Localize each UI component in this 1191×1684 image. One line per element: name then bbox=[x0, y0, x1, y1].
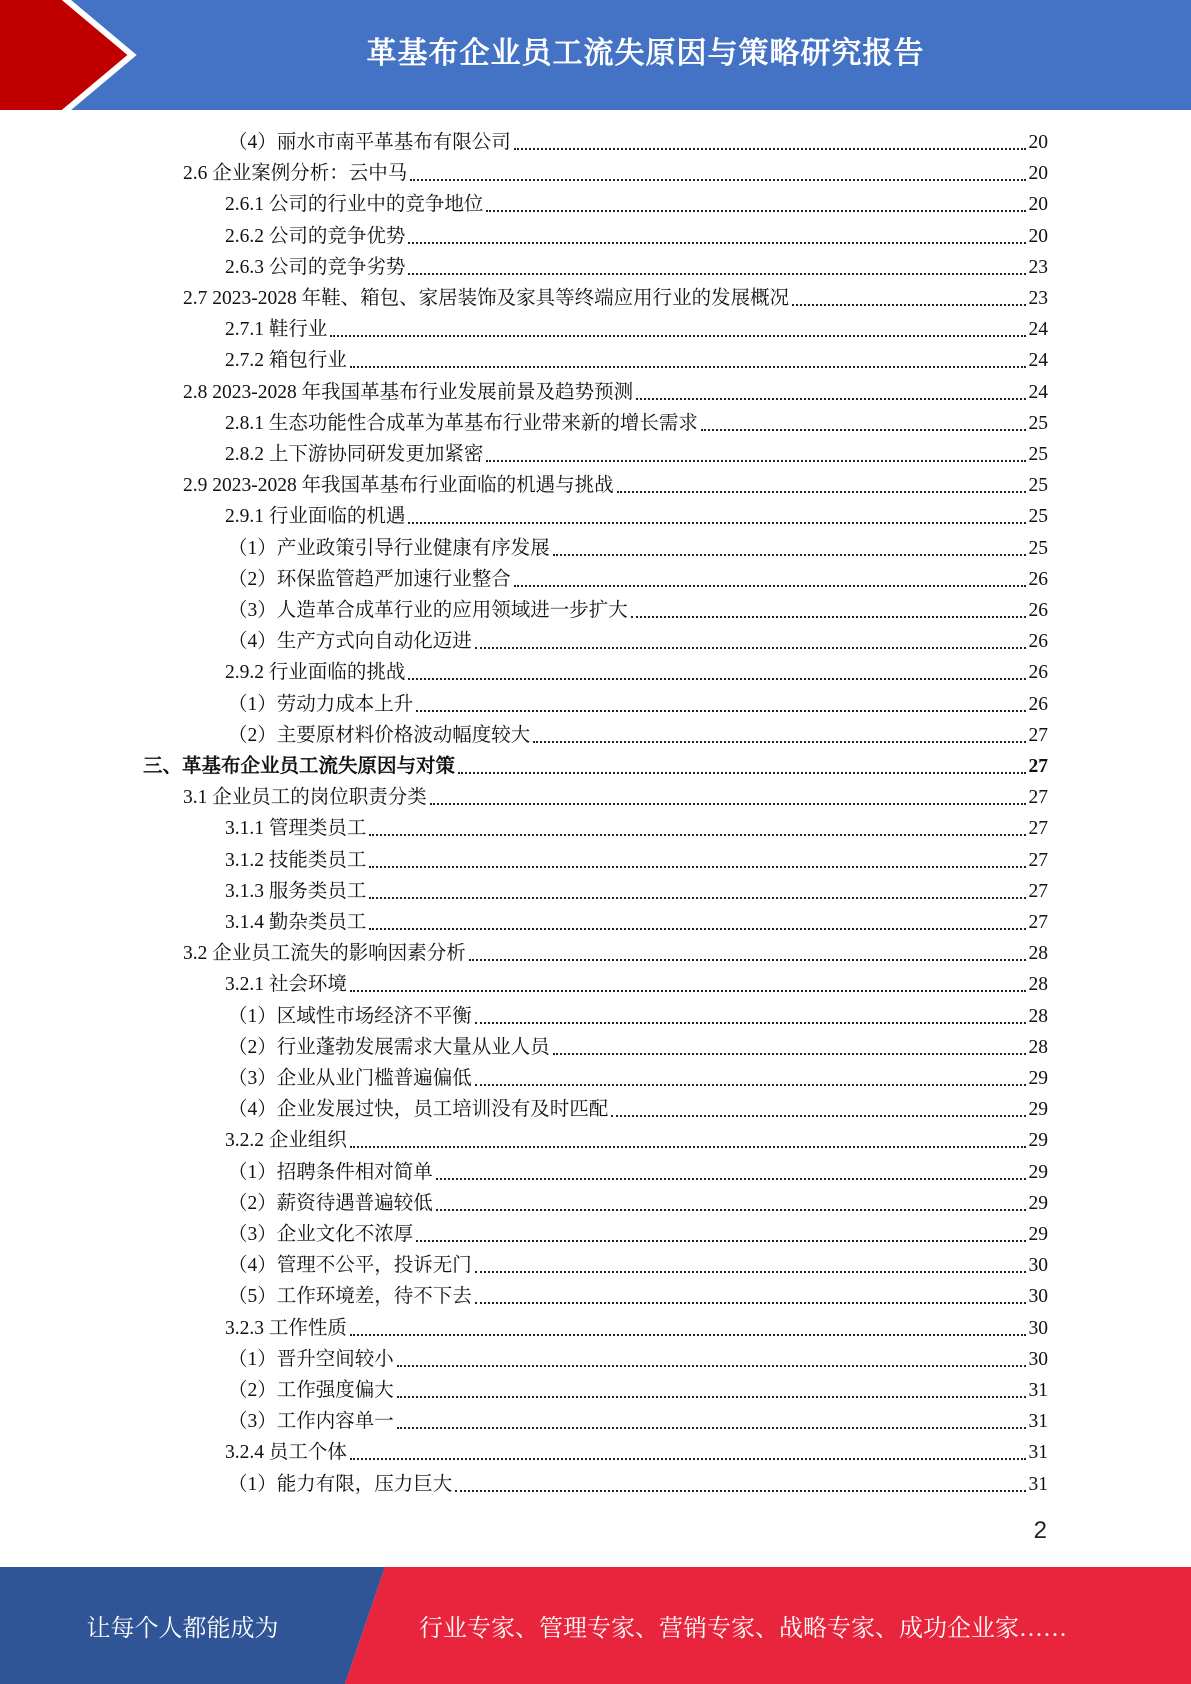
toc-leader-dots bbox=[475, 1084, 1026, 1086]
toc-leader-dots bbox=[475, 1302, 1026, 1304]
toc-entry-title: （3）企业从业门槛普遍偏低 bbox=[228, 1068, 472, 1089]
toc-entry-page: 29 bbox=[1028, 1130, 1048, 1152]
toc-entry-title: （2）主要原材料价格波动幅度较大 bbox=[228, 724, 531, 746]
toc-entry[interactable] bbox=[225, 969, 1048, 1000]
toc-entry-page: 25 bbox=[1028, 444, 1048, 465]
toc-entry-title: 3.2.1 社会环境 bbox=[225, 974, 347, 996]
toc-entry[interactable] bbox=[225, 813, 1048, 844]
toc-entry-page: 31 bbox=[1028, 1442, 1048, 1464]
toc-entry-title: （5）工作环境差，待不下去 bbox=[228, 1286, 472, 1308]
toc-entry[interactable] bbox=[228, 1094, 1048, 1125]
toc-entry-title: （4）丽水市南平革基布有限公司 bbox=[228, 132, 511, 153]
toc-entry-page: 28 bbox=[1028, 943, 1048, 965]
page-number: 2 bbox=[1033, 1517, 1047, 1544]
toc-leader-dots bbox=[408, 522, 1025, 524]
toc-entry[interactable] bbox=[225, 345, 1048, 376]
toc-entry[interactable] bbox=[183, 470, 1048, 501]
toc-leader-dots bbox=[631, 616, 1026, 618]
toc-leader-dots bbox=[458, 772, 1025, 774]
toc-entry-page: 30 bbox=[1028, 1317, 1048, 1339]
toc-entry-title: 2.7.2 箱包行业 bbox=[225, 350, 347, 372]
toc-entry-title: 2.7.1 鞋行业 bbox=[225, 319, 328, 341]
toc-entry[interactable] bbox=[183, 158, 1048, 189]
toc-entry[interactable] bbox=[143, 751, 1048, 782]
toc-entry-title: （3）工作内容单一 bbox=[228, 1411, 394, 1433]
toc-entry-title: 3.1.2 技能类员工 bbox=[225, 849, 367, 871]
toc-leader-dots bbox=[350, 1458, 1026, 1460]
toc-entry-title: 2.8.2 上下游协同研发更加紧密 bbox=[225, 444, 484, 465]
toc-entry[interactable] bbox=[228, 1250, 1048, 1281]
toc-entry-title: （1）产业政策引导行业健康有序发展 bbox=[228, 537, 550, 559]
toc-entry-title: 2.8 2023-2028 年我国革基布行业发展前景及趋势预测 bbox=[183, 381, 634, 403]
toc-entry[interactable] bbox=[225, 657, 1048, 688]
toc-leader-dots bbox=[636, 398, 1025, 400]
toc-entry[interactable] bbox=[183, 283, 1048, 314]
toc-leader-dots bbox=[369, 866, 1025, 868]
toc-leader-dots bbox=[350, 1334, 1026, 1336]
toc-entry-title: （2）行业蓬勃发展需求大量从业人员 bbox=[228, 1036, 550, 1058]
toc-entry[interactable] bbox=[225, 876, 1048, 907]
toc-entry-page: 28 bbox=[1028, 1036, 1048, 1058]
toc-leader-dots bbox=[436, 1209, 1026, 1211]
toc-entry[interactable] bbox=[228, 1281, 1048, 1312]
toc-entry-title: （1）区域性市场经济不平衡 bbox=[228, 1005, 472, 1027]
toc-entry[interactable] bbox=[228, 595, 1048, 626]
toc-entry-title: （4）生产方式向自动化迈进 bbox=[228, 631, 472, 653]
toc-entry-title: 3.2 企业员工流失的影响因素分析 bbox=[183, 943, 466, 965]
toc-leader-dots bbox=[369, 834, 1025, 836]
toc-entry-title: 3.1.4 勤杂类员工 bbox=[225, 912, 367, 933]
toc-leader-dots bbox=[553, 554, 1026, 556]
toc-leader-dots bbox=[455, 1490, 1025, 1492]
toc-entry-title: 3.2.2 企业组织 bbox=[225, 1130, 347, 1152]
toc-entry-title: 3.2.3 工作性质 bbox=[225, 1317, 347, 1339]
toc-leader-dots bbox=[475, 1022, 1026, 1024]
toc-entry[interactable] bbox=[228, 564, 1048, 595]
toc-entry[interactable] bbox=[183, 938, 1048, 969]
toc-entry-page: 20 bbox=[1028, 163, 1048, 185]
toc-leader-dots bbox=[416, 710, 1025, 712]
toc-entry-page: 20 bbox=[1028, 194, 1048, 216]
toc-entry[interactable] bbox=[225, 501, 1048, 532]
toc-entry-title: （3）企业文化不浓厚 bbox=[228, 1224, 414, 1245]
toc-leader-dots bbox=[408, 678, 1025, 680]
toc-entry[interactable] bbox=[183, 782, 1048, 813]
toc-entry-title: 3.1.3 服务类员工 bbox=[225, 880, 367, 902]
toc-entry-page: 29 bbox=[1028, 1099, 1048, 1121]
toc-entry[interactable] bbox=[225, 1437, 1048, 1468]
toc-entry-title: （2）薪资待遇普遍较低 bbox=[228, 1192, 433, 1214]
toc-entry-page: 25 bbox=[1028, 506, 1048, 528]
toc-entry-page: 20 bbox=[1028, 225, 1048, 247]
toc-entry-page: 30 bbox=[1028, 1255, 1048, 1277]
toc-leader-dots bbox=[330, 335, 1025, 337]
toc-leader-dots bbox=[486, 460, 1025, 462]
toc-entry-title: 3.1 企业员工的岗位职责分类 bbox=[183, 787, 427, 809]
toc-entry-page: 23 bbox=[1028, 256, 1048, 278]
toc-entry-title: 三、革基布企业员工流失原因与对策 bbox=[143, 756, 456, 777]
toc-entry-title: （2）工作强度偏大 bbox=[228, 1380, 394, 1401]
toc-entry-title: （2）环保监管趋严加速行业整合 bbox=[228, 568, 511, 590]
toc-entry-page: 27 bbox=[1028, 880, 1048, 902]
toc-entry[interactable] bbox=[228, 1406, 1048, 1437]
toc-entry-page: 31 bbox=[1028, 1380, 1048, 1401]
toc-entry[interactable] bbox=[225, 907, 1048, 938]
toc-entry-page: 29 bbox=[1028, 1068, 1048, 1089]
toc-entry[interactable] bbox=[228, 1188, 1048, 1219]
toc-entry[interactable] bbox=[225, 1313, 1048, 1344]
toc-entry[interactable] bbox=[228, 533, 1048, 564]
toc-entry[interactable] bbox=[228, 1469, 1048, 1500]
toc-leader-dots bbox=[397, 1396, 1026, 1398]
toc-entry-page: 25 bbox=[1028, 537, 1048, 559]
toc-entry[interactable] bbox=[228, 1032, 1048, 1063]
toc-leader-dots bbox=[397, 1365, 1026, 1367]
toc-leader-dots bbox=[369, 897, 1025, 899]
report-title: 革基布企业员工流失原因与策略研究报告 bbox=[366, 36, 925, 71]
toc-leader-dots bbox=[350, 990, 1026, 992]
toc-entry-page: 27 bbox=[1028, 724, 1048, 746]
toc-entry[interactable] bbox=[228, 689, 1048, 720]
toc-entry-title: （1）能力有限，压力巨大 bbox=[228, 1473, 453, 1495]
toc-leader-dots bbox=[514, 585, 1026, 587]
toc-leader-dots bbox=[416, 1240, 1025, 1242]
toc-entry[interactable] bbox=[228, 1063, 1048, 1094]
toc-leader-dots bbox=[611, 1115, 1025, 1117]
toc-entry-page: 27 bbox=[1028, 849, 1048, 871]
toc-leader-dots bbox=[514, 148, 1026, 150]
toc-entry[interactable] bbox=[225, 1125, 1048, 1156]
toc-entry-page: 30 bbox=[1028, 1286, 1048, 1308]
toc-entry[interactable] bbox=[228, 1344, 1048, 1375]
toc-entry[interactable] bbox=[228, 720, 1048, 751]
footer-slogan-right: 行业专家、管理专家、营销专家、战略专家、成功企业家…… bbox=[419, 1616, 1067, 1642]
toc-entry-title: （3）人造革合成革行业的应用领域进一步扩大 bbox=[228, 600, 628, 621]
toc-leader-dots bbox=[617, 491, 1026, 493]
toc-entry-title: 2.6.3 公司的竞争劣势 bbox=[225, 256, 406, 278]
toc-entry-page: 28 bbox=[1028, 1005, 1048, 1027]
toc-leader-dots bbox=[430, 803, 1026, 805]
toc-entry[interactable] bbox=[183, 377, 1048, 408]
toc-entry-page: 27 bbox=[1028, 818, 1048, 840]
header-arrow-accent bbox=[0, 0, 160, 110]
toc-entry-title: 2.6.1 公司的行业中的竞争地位 bbox=[225, 194, 484, 216]
toc-leader-dots bbox=[701, 429, 1026, 431]
toc-leader-dots bbox=[469, 959, 1026, 961]
toc-entry-title: （1）招聘条件相对简单 bbox=[228, 1161, 433, 1183]
toc-entry-title: 2.9.1 行业面临的机遇 bbox=[225, 506, 406, 528]
toc-entry-page: 24 bbox=[1028, 350, 1048, 372]
toc-entry[interactable] bbox=[228, 1375, 1048, 1406]
toc-entry-page: 25 bbox=[1028, 412, 1048, 434]
toc-entry[interactable] bbox=[228, 626, 1048, 657]
toc-entry-page: 26 bbox=[1028, 568, 1048, 590]
toc-entry-page: 26 bbox=[1028, 631, 1048, 653]
toc-entry-title: （1）劳动力成本上升 bbox=[228, 693, 414, 715]
toc-entry-title: 3.2.4 员工个体 bbox=[225, 1442, 347, 1464]
toc-leader-dots bbox=[486, 210, 1025, 212]
toc-entry[interactable] bbox=[225, 845, 1048, 876]
toc-leader-dots bbox=[397, 1427, 1026, 1429]
toc-leader-dots bbox=[408, 242, 1025, 244]
toc-entry-title: （4）企业发展过快，员工培训没有及时匹配 bbox=[228, 1099, 609, 1121]
toc-leader-dots bbox=[475, 1271, 1026, 1273]
toc-entry-title: 2.9 2023-2028 年我国革基布行业面临的机遇与挑战 bbox=[183, 475, 614, 497]
toc-entry-page: 31 bbox=[1028, 1411, 1048, 1433]
toc-leader-dots bbox=[436, 1178, 1026, 1180]
toc-entry[interactable] bbox=[225, 314, 1048, 345]
toc-entry-page: 26 bbox=[1028, 662, 1048, 684]
report-header bbox=[0, 0, 1191, 110]
toc-entry-page: 26 bbox=[1028, 693, 1048, 715]
toc-entry[interactable] bbox=[225, 408, 1048, 439]
toc-entry[interactable] bbox=[225, 252, 1048, 283]
toc-entry-page: 26 bbox=[1028, 600, 1048, 621]
toc-entry-title: （4）管理不公平，投诉无门 bbox=[228, 1255, 472, 1277]
toc-entry-title: 3.1.1 管理类员工 bbox=[225, 818, 367, 840]
report-footer bbox=[0, 1567, 1191, 1684]
toc-entry[interactable] bbox=[228, 1001, 1048, 1032]
toc-entry-page: 27 bbox=[1028, 787, 1048, 809]
toc-entry-page: 30 bbox=[1028, 1348, 1048, 1370]
toc-entry-title: （1）晋升空间较小 bbox=[228, 1348, 394, 1370]
toc-entry-page: 31 bbox=[1028, 1473, 1048, 1495]
toc-entry-page: 29 bbox=[1028, 1224, 1048, 1245]
toc-entry[interactable] bbox=[225, 221, 1048, 252]
toc-entry-page: 27 bbox=[1028, 912, 1048, 933]
toc-entry-page: 29 bbox=[1028, 1161, 1048, 1183]
toc-entry[interactable] bbox=[228, 1219, 1048, 1250]
toc-entry-title: 2.9.2 行业面临的挑战 bbox=[225, 662, 406, 684]
toc-entry-page: 25 bbox=[1028, 475, 1048, 497]
toc-entry-page: 23 bbox=[1028, 288, 1048, 309]
toc-entry-title: 2.8.1 生态功能性合成革为革基布行业带来新的增长需求 bbox=[225, 412, 698, 434]
toc-leader-dots bbox=[792, 304, 1025, 306]
toc-entry-page: 27 bbox=[1028, 756, 1048, 777]
toc-entry-page: 24 bbox=[1028, 381, 1048, 403]
footer-slogan-left: 让每个人都能成为 bbox=[86, 1616, 279, 1642]
toc-entry[interactable] bbox=[225, 439, 1048, 470]
toc-entry-page: 29 bbox=[1028, 1192, 1048, 1214]
toc-entry[interactable] bbox=[228, 127, 1048, 158]
toc-entry-page: 28 bbox=[1028, 974, 1048, 996]
toc-leader-dots bbox=[475, 647, 1026, 649]
toc-entry-page: 24 bbox=[1028, 319, 1048, 341]
toc-leader-dots bbox=[350, 366, 1026, 368]
toc-entry[interactable] bbox=[225, 189, 1048, 220]
toc-entry-title: 2.7 2023-2028 年鞋、箱包、家居装饰及家具等终端应用行业的发展概况 bbox=[183, 288, 790, 309]
toc-leader-dots bbox=[350, 1146, 1026, 1148]
toc-leader-dots bbox=[410, 179, 1025, 181]
toc-entry[interactable] bbox=[228, 1157, 1048, 1188]
toc-entry-title: 2.6.2 公司的竞争优势 bbox=[225, 225, 406, 247]
toc-entry-title: 2.6 企业案例分析：云中马 bbox=[183, 163, 408, 185]
toc-leader-dots bbox=[533, 741, 1025, 743]
toc-leader-dots bbox=[369, 928, 1025, 930]
toc-entry-page: 20 bbox=[1028, 132, 1048, 153]
toc-leader-dots bbox=[553, 1053, 1026, 1055]
toc-leader-dots bbox=[408, 273, 1025, 275]
